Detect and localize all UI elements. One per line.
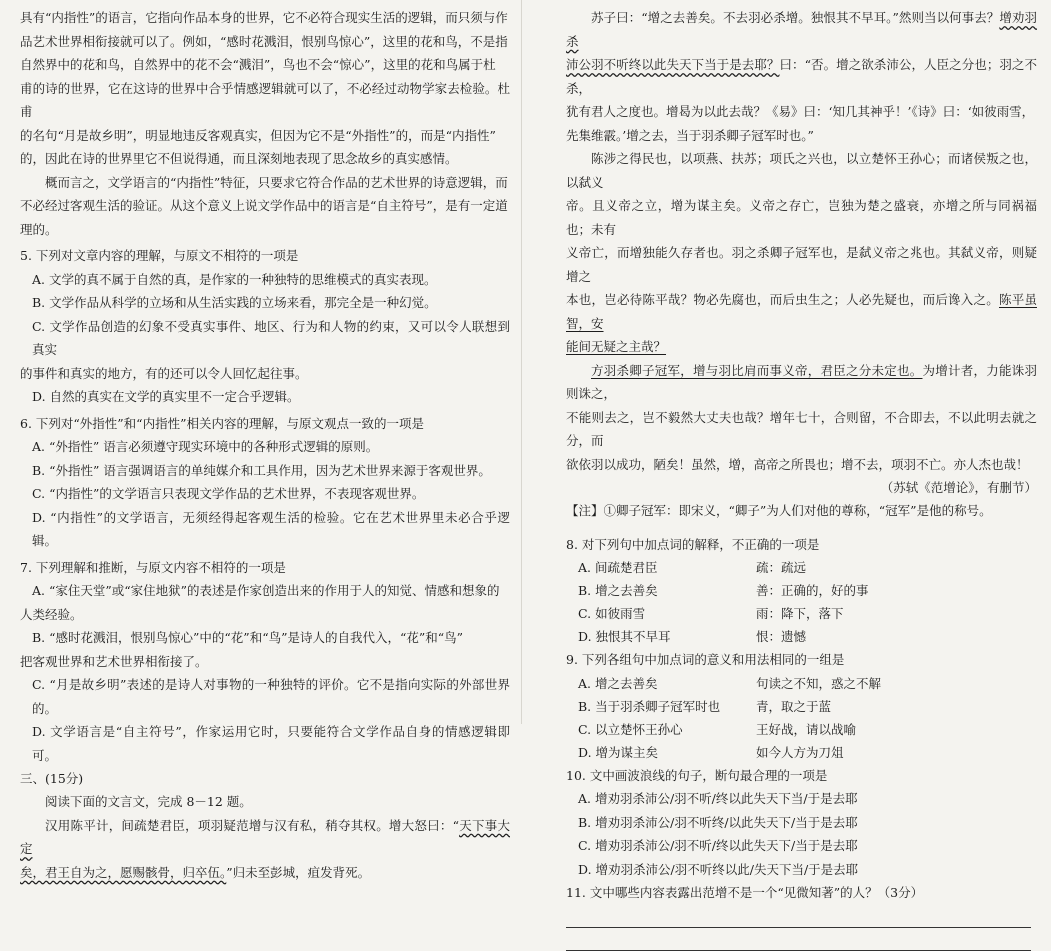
option-d: D. 增劝羽杀沛公/羽不听终以此/失天下当/于是去耶 (578, 861, 859, 877)
classical-passage-line (20, 861, 510, 885)
text-line: 品艺术世界相衔接就可以了。例如，“感时花溅泪，恨别鸟惊心”，这里的花和鸟，不是指 (20, 33, 508, 49)
option-row (566, 695, 1037, 718)
instruction-text: 阅读下面的文言文，完成 8－12 题。 (45, 794, 252, 809)
text-line: 甫的诗的世界，它在这诗的世界中合乎情感逻辑就可以了，不必经过动物学家去检验。杜甫 (20, 80, 510, 119)
text-span: 苏子曰：“增之去善矣。不去羽必杀增。独恨其不早耳。”然则当以何事去？ (591, 10, 1000, 25)
option-row (566, 741, 1037, 764)
source-citation: （苏轼《范增论》，有删节） (880, 480, 1037, 495)
passage-line: 陈涉之得民也，以项燕、扶苏；项氏之兴也，以立楚怀王孙心；而诸侯叛之也，以弑义 (566, 151, 1037, 190)
option-sentence: D. 增为谋主矣 (578, 744, 659, 760)
passage-line (566, 335, 1037, 359)
wavy-underlined-text: 沛公羽不听终以此失天下当于是去耶？ (566, 57, 780, 72)
question-5 (20, 244, 510, 409)
option-a-cont: 人类经验。 (20, 606, 83, 622)
question-stem: 8. 对下列句中加点词的解释，不正确的一项是 (566, 536, 820, 552)
option-row (566, 718, 1037, 741)
option-sentence: B. 增之去善矣 (578, 583, 658, 598)
option-explanation: 疏：疏远 (756, 560, 807, 575)
option-d: D. “内指性”的文学语言，无须经得起客观生活的检验。它在艺术世界里未必合乎逻辑。 (32, 509, 510, 548)
question-stem: 9. 下列各组句中加点词的意义和用法相同的一组是 (566, 652, 845, 667)
text-line: 不必经过客观生活的验证。从这个意义上说文学作品中的语言是“自主符号”，是有一定道 (20, 198, 508, 213)
underlined-text: 能间无疑之主哉？ (566, 339, 667, 354)
answer-line[interactable] (566, 928, 1031, 951)
passage-line: 先集维霰。’增之去，当于羽杀卿子冠军时也。” (566, 127, 814, 143)
section-heading: 三、(15分) (20, 771, 84, 786)
option-a: A. “家住天堂”或“家住地狱”的表述是作家创造出来的作用于人的知觉、情感和想象的 (32, 583, 500, 598)
option-comparison: 句读之不知，惑之不解 (756, 675, 882, 691)
question-6 (20, 412, 510, 553)
option-sentence: D. 独恨其不早耳 (578, 629, 671, 644)
text-span: 为增计者，力能诛羽则诛之， (566, 362, 1037, 401)
question-8 (566, 533, 1037, 649)
text-line: 具有“内指性”的语言，它指向作品本身的世界，它不必符合现实生活的逻辑，而只须与作 (20, 10, 508, 25)
text-line: 的名句“月是故乡明”，明显地违反客观真实，但因为它不是“外指性”的，而是“内指性” (20, 127, 496, 143)
passage-line (566, 288, 1037, 335)
option-sentence: A. 增之去善矣 (578, 675, 658, 691)
option-c: C. “内指性”的文学语言只表现文学作品的艺术世界，不表现客观世界。 (32, 486, 425, 501)
text-span: ”归未至彭城，疽发背死。 (226, 864, 371, 880)
option-b-cont: 把客观世界和艺术世界相衔接了。 (20, 653, 208, 669)
option-explanation: 恨：遗憾 (756, 629, 807, 644)
option-b: B. “外指性” 语言强调语言的单纯媒介和工具作用，因为艺术世界来源于客观世界。 (32, 462, 491, 478)
passage-line (566, 359, 1037, 406)
passage-line: 帝。且义帝之立，增为谋主矣。义帝之存亡，岂独为楚之盛衰，亦增之所与同祸福也；未有 (566, 198, 1037, 237)
option-c-cont: 的事件和真实的地方，有的还可以令人回忆起往事。 (20, 365, 308, 381)
option-row (566, 602, 1037, 625)
option-a: A. 文学的真不属于自然的真，是作家的一种独特的思维模式的真实表现。 (32, 271, 437, 287)
option-sentence: A. 间疏楚君臣 (578, 560, 658, 575)
right-column (528, 0, 1051, 900)
text-line: 概而言之，文学语言的“内指性”特征，只要求它符合作品的艺术世界的诗意逻辑，而 (45, 174, 508, 190)
text-span: 本也，岂必待陈平哉？物必先腐也，而后虫生之；人必先疑也，而后谗入之。 (566, 292, 999, 307)
question-7 (20, 556, 510, 768)
text-line: 理的。 (20, 221, 58, 237)
option-comparison: 如今人方为刀俎 (756, 744, 844, 760)
left-column (0, 0, 518, 880)
wavy-underlined-text: 矣，君王自为之，愿赐骸骨，归卒伍。 (20, 864, 227, 880)
question-stem: 6. 下列对“外指性”和“内指性”相关内容的理解，与原文观点一致的一项是 (20, 415, 424, 431)
reading-passage-end (20, 6, 510, 241)
classical-passage-start (20, 814, 510, 861)
passage-line: 义帝亡，而增独能久存者也。羽之杀卿子冠军也，是弑义帝之兆也。其弑义帝，则疑增之 (566, 245, 1037, 284)
option-row (566, 556, 1037, 579)
option-comparison: 青，取之于蓝 (756, 698, 832, 714)
option-d: D. 文学语言是“自主符号”，作家运用它时，只要能符合文学作品自身的情感逻辑即可。 (32, 724, 510, 763)
question-10 (566, 764, 1037, 882)
passage-line: 不能则去之，岂不毅然大丈夫也哉？增年七十，合则留，不合即去，不以此明去就之分，而 (566, 409, 1037, 448)
text-line: 的，因此在诗的世界里它不但说得通，而且深刻地表现了思念故乡的真实感情。 (20, 151, 458, 166)
option-comparison: 王好战，请以战喻 (756, 721, 857, 737)
underlined-text: 陈平虽智，安 (566, 292, 1037, 331)
question-9 (566, 648, 1037, 764)
option-row (566, 579, 1037, 602)
option-sentence: C. 以立楚怀王孙心 (578, 721, 683, 737)
option-sentence: B. 当于羽杀卿子冠军时也 (578, 698, 721, 714)
passage-line (566, 6, 1037, 53)
option-b: B. 文学作品从科学的立场和从生活实践的立场来看，那完全是一种幻觉。 (32, 295, 437, 310)
answer-line[interactable] (566, 905, 1031, 928)
passage-line: 欲依羽以成功，陋矣！虽然，增，高帝之所畏也；增不去，项羽不亡。亦人杰也哉！ (566, 456, 1029, 472)
option-row (566, 625, 1037, 648)
option-a: A. “外指性” 语言必须遵守现实环境中的各种形式逻辑的原则。 (32, 439, 379, 454)
text-line: 自然界中的花和鸟，自然界中的花不会“溅泪”，鸟也不会“惊心”，这里的花和鸟属于杜 (20, 57, 496, 72)
option-c: C. 文学作品创造的幻象不受真实事件、地区、行为和人物的约束，又可以令人联想到真实 (32, 318, 510, 357)
question-stem: 7. 下列理解和推断，与原文内容不相符的一项是 (20, 559, 286, 575)
option-explanation: 善：正确的，好的事 (756, 583, 869, 598)
option-sentence: C. 如彼雨雪 (578, 606, 646, 621)
wavy-underlined-text: 天下事大定 (20, 817, 510, 856)
underlined-text: 方羽杀卿子冠军，增与羽比肩而事义帝，君臣之分未定也。 (591, 362, 923, 378)
footnote: 【注】①卿子冠军：即宋义，“卿子”为人们对他的尊称，“冠军”是他的称号。 (566, 503, 992, 518)
option-a: A. 增劝羽杀沛公/羽不听/终以此失天下当/于是去耶 (578, 791, 858, 806)
question-stem: 5. 下列对文章内容的理解，与原文不相符的一项是 (20, 248, 299, 263)
passage-line: 犹有君人之度也。增曷为以此去哉？《易》曰：‘知几其神乎！’《诗》曰：‘如彼雨雪， (566, 104, 1035, 119)
text-span: 汉用陈平计，间疏楚君臣，项羽疑范增与汉有私，稍夺其权。增大怒曰：“ (45, 817, 460, 833)
option-b: B. “感时花溅泪，恨别鸟惊心”中的“花”和“鸟”是诗人的自我代入，“花”和“鸟” (32, 630, 464, 645)
option-d: D. 自然的真实在文学的真实里不一定合乎逻辑。 (32, 389, 300, 404)
wavy-underlined-text: 增劝羽杀 (566, 10, 1037, 49)
question-stem: 10. 文中画波浪线的句子，断句最合理的一项是 (566, 767, 828, 783)
question-stem: 11. 文中哪些内容表露出范增不是一个“见微知著”的人？（3分） (566, 885, 924, 900)
text-span: 曰：“否。增之欲杀沛公，人臣之分也；羽之不杀， (566, 57, 1037, 96)
option-row (566, 672, 1037, 695)
question-11 (566, 881, 1037, 951)
option-c: C. “月是故乡明”表述的是诗人对事物的一种独特的评价。它不是指向实际的外部世界的。 (32, 677, 510, 716)
option-b: B. 增劝羽杀沛公/羽不听终/以此失天下/当于是去耶 (578, 814, 858, 830)
option-c: C. 增劝羽杀沛公/羽不听/终以此失天下/当于是去耶 (578, 838, 858, 853)
column-divider (521, 0, 522, 724)
passage-line (566, 53, 1037, 100)
option-explanation: 雨：降下，落下 (756, 606, 844, 621)
